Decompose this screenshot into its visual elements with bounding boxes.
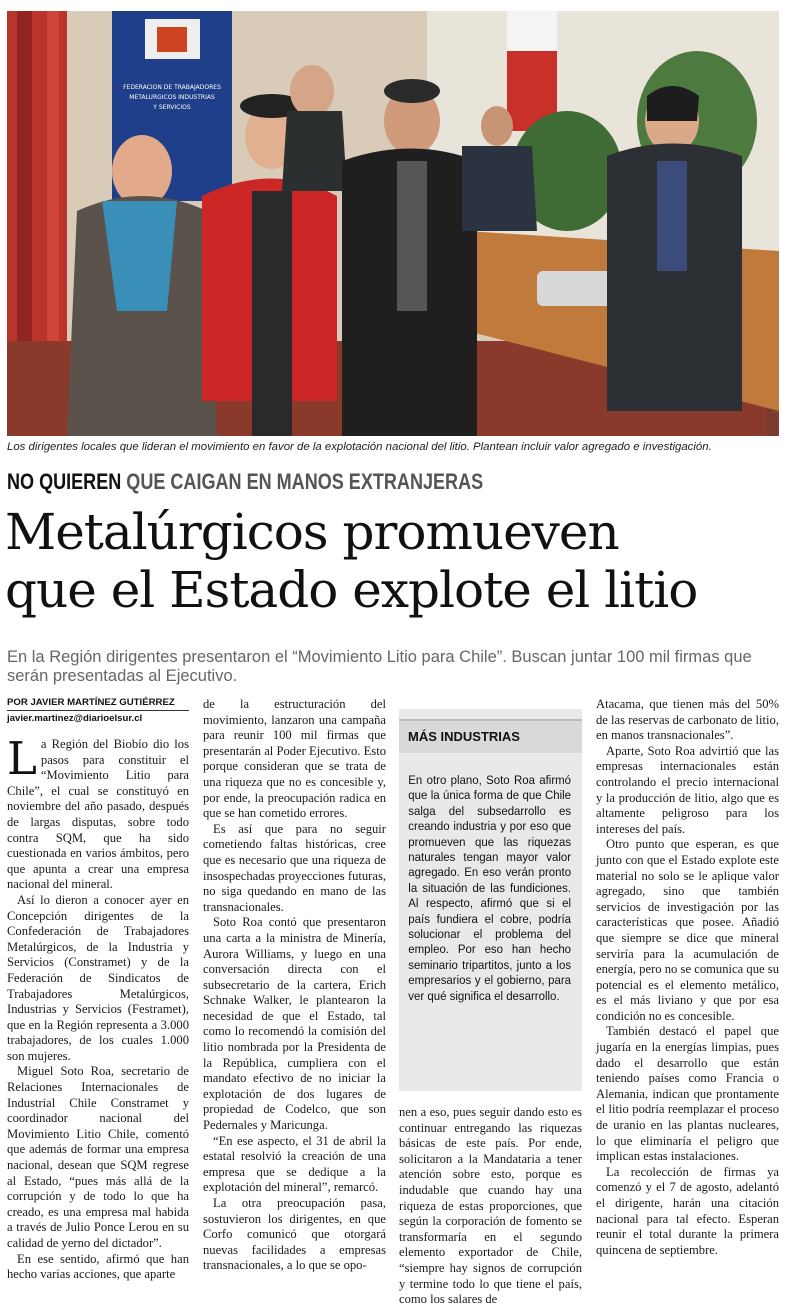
- sidebar-box: [399, 709, 582, 1091]
- paragraph-text: a Región del Biobío dio los pasos para constituir el “Movimiento Litio para Chile”, el cual se constituyó en noviembre del año pasado, después de largas disputas, sobre todo contra SQM, que ha sido cuestionada en varios ámbitos, pero que apunta a crear una empresa nacional del mineral.: [7, 737, 189, 892]
- banner-line-2: METALURGICOS INDUSTRIAS: [129, 94, 215, 101]
- article-column-4: [596, 697, 779, 1258]
- article-paragraph: La recolección de firmas ya comenzó y el 7 de agosto, adelantó el dirigente, harán una citación nacional para tal efecto. Esperan reunir el total durante la primera quincena de septiembre.: [596, 1164, 779, 1257]
- deck: En la Región dirigentes presentaron el “Movimiento Litio para Chile”. Buscan juntar 100 mil firmas que serán presentadas al Ejecutivo.: [7, 648, 752, 685]
- banner-line-1: FEDERACION DE TRABAJADORES: [123, 84, 221, 91]
- article-column-3: [399, 1105, 582, 1308]
- byline-email[interactable]: javier.martinez@diarioelsur.cl: [7, 713, 143, 724]
- article-photo: [7, 11, 779, 436]
- photo-illustration: [7, 11, 779, 436]
- article-paragraph: nen a eso, pues seguir dando esto es continuar entregando las riquezas básicas de este país. Por ende, solicitaron a la Mandataria a tener atención sobre esto, porque es indudable que cuando hay una riqueza de estas proporciones, que según la corporación de fomento se transformaría en el segundo elemento exportador de Chile, “siempre hay signos de corrupción y termine todo lo que tiene el país, como los salares de: [399, 1105, 582, 1307]
- banner-line-3: Y SERVICIOS: [153, 104, 191, 111]
- sidebar-title: MÁS INDUSTRIAS: [399, 719, 582, 753]
- article-paragraph: “En ese aspecto, el 31 de abril la estatal resolvió la creación de una empresa que se dedique a la explotación del mineral”, remarcó.: [203, 1133, 386, 1195]
- kicker: [7, 468, 483, 496]
- article-paragraph: Es así que para no seguir cometiendo faltas históricas, cree que es necesario que una riqueza de insospechadas proyecciones futuras, no siga quedando en mano de las transnacionales.: [203, 821, 386, 914]
- article-paragraph: También destacó el papel que jugaría en la energías limpias, pues dado el desarrollo que están teniendo países como Francia o Alemania, indican que prontamente el litio podría reemplazar el proceso de uranio en las plantas nucleares, lo que eliminaría el peligro que implican estas instalaciones.: [596, 1024, 779, 1164]
- photo-credit: CARLOS ACUÑA: [767, 408, 779, 436]
- article-paragraph: Soto Roa contó que presentaron una carta a la ministra de Minería, Aurora Williams, y luego en una conversación directa con el subsecretario de la cartera, Erich Schnake Walker, le plantearon la necesidad de que el Estado, tal como lo recomendó la comisión del litio nombrada por la Presidenta de la República, cumpliera con el mandato efectivo de no iniciar la explotación de dos lugares de propiedad de Codelco, que son Pedernales y Maricunga.: [203, 915, 386, 1133]
- article-paragraph: Otro punto que esperan, es que junto con que el Estado explote este material no solo se le aplique valor agregado, sino que también servicios de investigación por las características que posee. Añadió que siempre se dice que mineral serviría para la acumulación de energía, pero no se comunica que su potencial es el elemento metálico, es el más liviano y que por esa condición no es concesible.: [596, 837, 779, 1023]
- headline: [5, 503, 785, 619]
- kicker-rest: QUE CAIGAN EN MANOS EXTRANJERAS: [126, 469, 484, 494]
- byline-author: POR JAVIER MARTÍNEZ GUTIÉRREZ: [7, 697, 189, 711]
- article-column-1: [7, 697, 189, 1283]
- article-paragraph: de la estructuración del movimiento, lanzaron una campaña para reunir 100 mil firmas que presentarán al Poder Ejecutivo. Esto porque consideran que se trata de una riqueza que no es concesible y, por ende, la preocupación radica en que se han cometido errores.: [203, 697, 386, 821]
- kicker-lead: NO QUIEREN: [7, 469, 122, 494]
- article-paragraph: Atacama, que tienen más del 50% de las reservas de carbonato de litio, en manos transnacionales”.: [596, 697, 779, 743]
- article-column-2: [203, 697, 386, 1274]
- article-paragraph: [7, 732, 189, 893]
- article-paragraph: Así lo dieron a conocer ayer en Concepción dirigentes de la Confederación de Trabajadores Metalúrgicos, de la Industria y Servicios (Constramet) y de la Federación de Sindicatos de Trabajadores Metalúrgicos, Industrias y Servicios (Festramet), que en la Región representa a 3.000 trabajadores, de los cuales 1.000 son mujeres.: [7, 892, 189, 1063]
- photo-caption: Los dirigentes locales que lideran el movimiento en favor de la explotación nacional del litio. Plantean incluir valor agregado e investigación.: [7, 441, 712, 453]
- article-paragraph: Miguel Soto Roa, secretario de Relaciones Internacionales de Industrial Chile Constramet y coordinador nacional del Movimiento Litio Chile, comentó que además de formar una empresa nacional, desean que SQM regrese al Estado, “pues más allá de la corrupción y de todo lo que ha creado, es una empresa mal habida a través de Julio Ponce Lerou en su calidad de yerno del dictador”.: [7, 1064, 189, 1250]
- headline-line-1: Metalúrgicos promueven: [5, 503, 619, 561]
- headline-line-2: que el Estado explote el litio: [5, 561, 698, 619]
- drop-cap: L: [7, 732, 37, 785]
- article-paragraph: La otra preocupación pasa, sostuvieron los dirigentes, en que Corfo comunicó que otorgará nuevas facilidades a empresas transnacionales, a lo que se opo-: [203, 1196, 386, 1273]
- article-paragraph: En ese sentido, afirmó que han hecho varias acciones, que aparte: [7, 1251, 189, 1282]
- article-paragraph: Aparte, Soto Roa advirtió que las empresas internacionales están controlando el precio internacional y la producción de litio, algo que es altamente peligroso para los intereses del país.: [596, 743, 779, 836]
- sidebar-text: En otro plano, Soto Roa afirmó que la única forma de que Chile salga del subsedarrollo es creando industria y por eso que promueven que las riquezas naturales tengan mayor valor agregado. En eso verán pronto la situación de las fundiciones. Al respecto, afirmó que si el país fundiera el cobre, podría solucionar el problema del empleo. Por eso han hecho seminario tripartitos, junto a los empresarios y el gobierno, para ver qué significa el desarrollo.: [408, 773, 572, 1003]
